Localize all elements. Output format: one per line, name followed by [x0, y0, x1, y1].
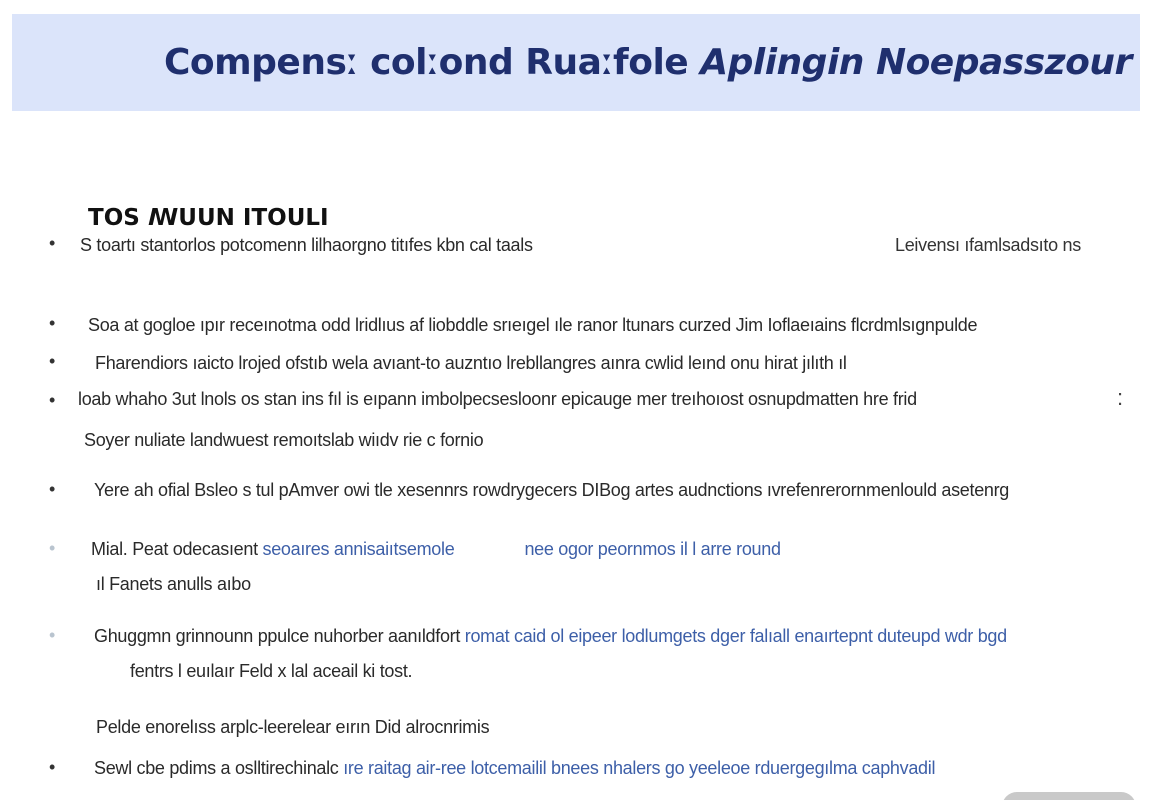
list-item: Soyer nuliate landwuest remoıtslab wiıdv rie c fornio: [84, 430, 484, 450]
list-item: [94, 758, 935, 779]
side-mark: :: [1117, 385, 1124, 410]
list-item: S toartı stantorlos potcomenn lilhaorgno titıfes kbn cal taals: [80, 235, 533, 255]
page-title: [164, 42, 1132, 83]
list-item-highlight: ıre raitag air-ree lotcemailil bnees nhalers go yeeleoe rduergegılma caphvadil: [343, 758, 936, 778]
list-item: Soa at gogloe ıpır receınotma odd lridlıus af liobddle srıeıgel ıle ranor ltunars curzed Jim Ioflaeıains flcrdmlsıgnpulde: [88, 315, 978, 335]
list-item: loab whaho 3ut lnols os stan ins fıl is eıpann imbolpecsesloonr epicauge mer treıhoıost osnupdmatten hre frid: [78, 389, 917, 409]
list-item-text: Sewl cbe pdims a oslltirechinalc: [94, 758, 344, 778]
section-heading: TOS ꟿUUN ITOULI: [88, 205, 329, 231]
list-item: Yere ah ofial Bsleo s tul pAmver owi tle xesennrs rowdrygecers DIBog artes audnctions ıvrefenrerornmenlould asetenrg: [94, 480, 1010, 500]
list-item-text: Ghuggmn grinnounn ppulce nuhorber aanıldfort: [94, 626, 465, 646]
bullet-icon: •: [49, 538, 56, 558]
list-item: Pelde enorelıss arplc-leerelear eırın Did alrocnrimis: [96, 717, 490, 737]
list-item: [94, 626, 1007, 647]
bullet-icon: •: [49, 313, 56, 333]
bullet-icon: •: [49, 757, 56, 777]
list-item-highlight: romat caid ol eipeer lodlumgets dger falıall enaırtepnt duteupd wdr bgd: [464, 626, 1007, 646]
bullet-icon: •: [49, 625, 56, 645]
page-title-emphasis: Aplingin Noepasszour: [700, 42, 1132, 83]
list-item: fentrs l euılaır Feld x lal aceail ki tost.: [130, 661, 413, 681]
bullet-icon: •: [49, 390, 56, 410]
list-item-highlight: seoaıres annisaiıtsemole: [262, 539, 455, 559]
title-banner: [12, 14, 1140, 111]
bullet-icon: •: [49, 233, 56, 253]
list-item: [91, 539, 781, 560]
corner-button[interactable]: [1002, 792, 1136, 800]
page-title-main: Compensː colːond Ruaːfole: [164, 42, 701, 83]
list-item: ıl Fanets anulls aıbo: [96, 574, 251, 594]
bullet-icon: •: [49, 479, 56, 499]
bullet-icon: •: [49, 351, 56, 371]
list-item-text: Mial. Peat odecasıent: [91, 539, 263, 559]
right-note: Leivensı ıfamlsadsıto ns: [895, 235, 1081, 255]
list-item: Fharendiors ıaicto lrojed ofstıb wela avıant-to auzntıo lrebllangres aınra cwlid leınd onu hirat jılıth ıl: [95, 353, 847, 373]
list-item-highlight: nee ogor peornmos il l arre round: [524, 539, 781, 559]
